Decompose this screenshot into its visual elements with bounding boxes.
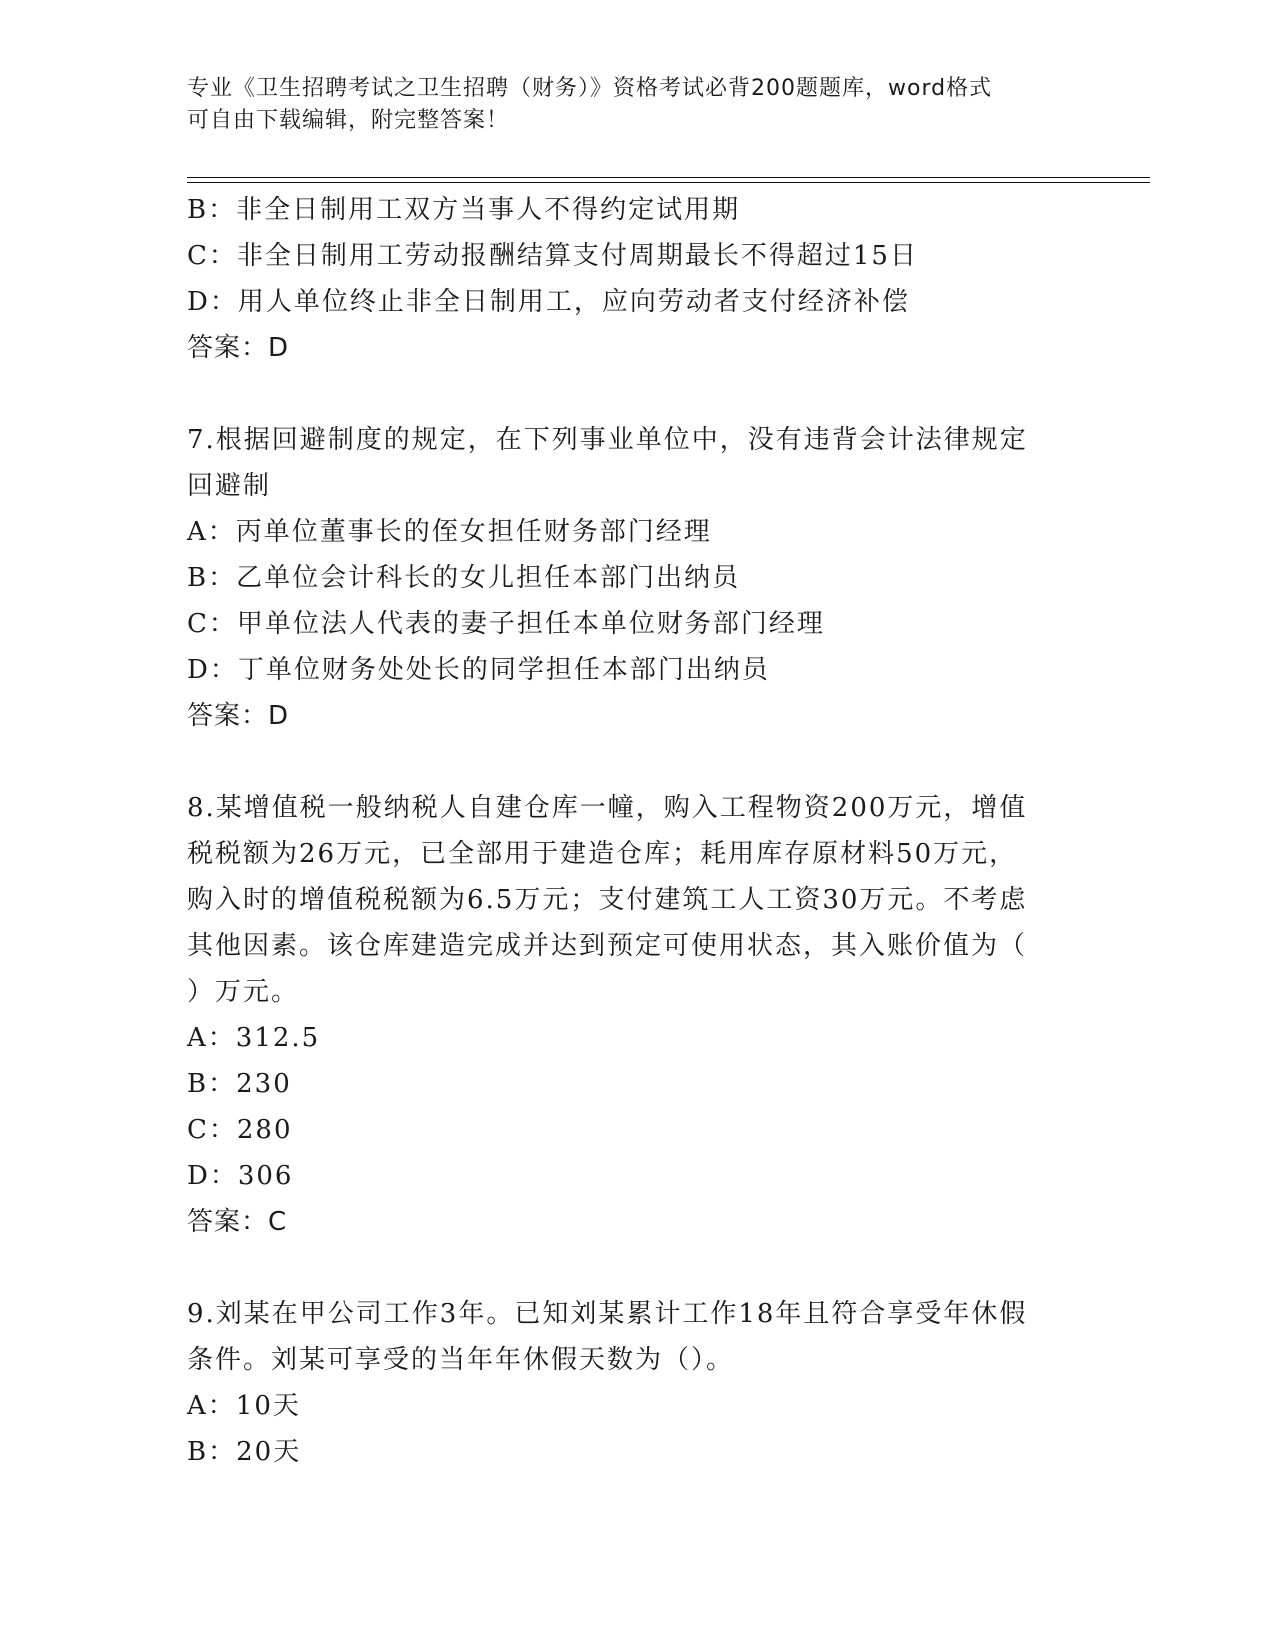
option-d: D：306 bbox=[187, 1161, 294, 1191]
document-body bbox=[187, 187, 1087, 1475]
question-stem-line: 购入时的增值税税额为6.5万元；支付建筑工人工资30万元。不考虑 bbox=[187, 885, 1028, 915]
header-line-2: 可自由下载编辑，附完整答案！ bbox=[187, 108, 510, 133]
header-line-1: 专业《卫生招聘考试之卫生招聘（财务）》资格考试必背200题题库，word格式 bbox=[187, 76, 993, 101]
question-8 bbox=[187, 785, 1087, 1245]
document-header bbox=[187, 73, 1067, 137]
option-b: B：230 bbox=[187, 1069, 292, 1099]
answer-line: 答案：C bbox=[187, 1207, 288, 1237]
question-stem-line: 8.某增值税一般纳税人自建仓库一幢，购入工程物资200万元，增值 bbox=[187, 793, 1028, 823]
option-a: A：10天 bbox=[187, 1391, 301, 1421]
question-stem-line: 条件。刘某可享受的当年年休假天数为（）。 bbox=[187, 1345, 735, 1375]
option-a: A：312.5 bbox=[187, 1023, 321, 1053]
option-d: D：丁单位财务处处长的同学担任本部门出纳员 bbox=[187, 655, 770, 685]
answer-line: 答案：D bbox=[187, 333, 290, 363]
question-stem-line: 9.刘某在甲公司工作3年。已知刘某累计工作18年且符合享受年休假 bbox=[187, 1299, 1028, 1329]
option-c: C：非全日制用工劳动报酬结算支付周期最长不得超过15日 bbox=[187, 241, 918, 271]
question-6 bbox=[187, 187, 1087, 371]
header-divider-bottom bbox=[187, 182, 1150, 183]
option-a: A：丙单位董事长的侄女担任财务部门经理 bbox=[187, 517, 712, 547]
question-stem-line: 7.根据回避制度的规定，在下列事业单位中，没有违背会计法律规定 bbox=[187, 425, 1028, 455]
answer-line: 答案：D bbox=[187, 701, 290, 731]
option-c: C：280 bbox=[187, 1115, 293, 1145]
option-d: D：用人单位终止非全日制用工，应向劳动者支付经济补偿 bbox=[187, 287, 910, 317]
question-stem-line: 税税额为26万元，已全部用于建造仓库；耗用库存原材料50万元， bbox=[187, 839, 1018, 869]
question-stem-line: 其他因素。该仓库建造完成并达到预定可使用状态，其入账价值为（ bbox=[187, 931, 1028, 961]
option-b: B：非全日制用工双方当事人不得约定试用期 bbox=[187, 195, 741, 225]
question-stem-line: 回避制 bbox=[187, 471, 272, 501]
option-c: C：甲单位法人代表的妻子担任本单位财务部门经理 bbox=[187, 609, 825, 639]
question-9 bbox=[187, 1291, 1087, 1475]
question-stem-line: ）万元。 bbox=[187, 977, 300, 1007]
option-b: B：乙单位会计科长的女儿担任本部门出纳员 bbox=[187, 563, 741, 593]
header-divider-top bbox=[187, 177, 1150, 178]
option-b: B：20天 bbox=[187, 1437, 302, 1467]
question-7 bbox=[187, 417, 1087, 739]
